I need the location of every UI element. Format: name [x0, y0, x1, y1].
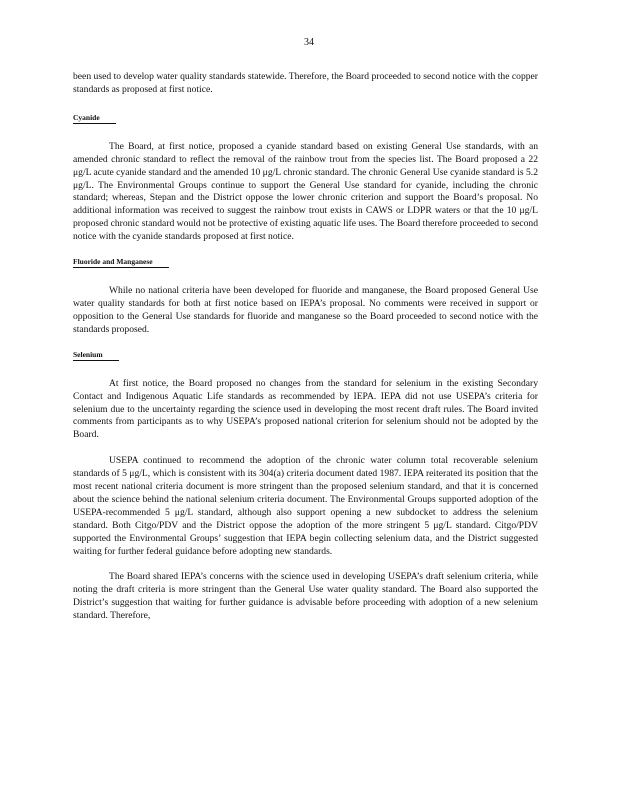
- page-content: [73, 71, 538, 623]
- page-number: 34: [304, 37, 314, 48]
- intro-paragraph: been used to develop water quality standards statewide. Therefore, the Board proceeded to second notice with the copper standards as proposed at first notice.: [73, 71, 538, 95]
- selenium-paragraph-1: At first notice, the Board proposed no changes from the standard for selenium in the existing Secondary Contact and Indigenous Aquatic Life standards as recommended by IEPA. IEPA did not use USEPA’s criteria for selenium due to the uncertainty regarding the science used in developing the most recent draft rules. The Board invited comments from participants as to why USEPA’s proposed national criterion for selenium should not be adopted by the Board.: [73, 377, 538, 441]
- selenium-paragraph-3: The Board shared IEPA’s concerns with the science used in developing USEPA’s draft selenium criteria, while noting the draft criteria is more stringent than the General Use water quality standard. The Board also supported the District’s suggestion that waiting for further guidance is advisable before proceeding with adoption of a new selenium standard. Therefore,: [73, 571, 538, 622]
- fluoride-manganese-paragraph: While no national criteria have been developed for fluoride and manganese, the Board proposed General Use water quality standards for both at first notice based on IEPA’s proposal. No comments were received in support or opposition to the General Use standards for fluoride and manganese so the Board proceeded to second notice with the standards proposed.: [73, 285, 538, 335]
- selenium-paragraph-2: USEPA continued to recommend the adoption of the chronic water column total recoverable selenium standards of 5 μg/L, which is consistent with its 304(a) criteria document dated 1987. IEPA reiterated its position that the most recent national criteria document is more stringent than the proposed selenium standard, and that it is concerned about the science behind the national selenium criteria document. The Environmental Groups supported adoption of the USEPA-recommended 5 μg/L standard, although also support opening a new subdocket to address the selenium standard. Both Citgo/PDV and the District oppose the adoption of the more stringent 5 μg/L standard. Citgo/PDV supported the Environmental Groups’ suggestion that IEPA begin collecting selenium data, and the District suggested waiting for further federal guidance before adopting new standards.: [73, 455, 538, 557]
- section-heading-selenium: Selenium: [73, 350, 119, 361]
- section-heading-fluoride-manganese: Fluoride and Manganese: [73, 257, 169, 268]
- cyanide-paragraph: The Board, at first notice, proposed a cyanide standard based on existing General Use standards, with an amended chronic standard to reflect the removal of the rainbow trout from the species list. The Board proposed a 22 μg/L acute cyanide standard and the amended 10 μg/L chronic standard. The chronic General Use cyanide standard is 5.2 μg/L. The Environmental Groups continue to support the General Use standard for cyanide, including the chronic standard; whereas, Stepan and the District oppose the lower chronic criterion and support the Board’s proposal. No additional information was received to suggest the rainbow trout exists in CAWS or LDPR waters or that the 10 μg/L proposed chronic standard would not be protective of existing aquatic life uses. The Board therefore proceeded to second notice with the cyanide standards proposed at first notice.: [73, 140, 538, 243]
- section-heading-cyanide: Cyanide: [73, 113, 116, 124]
